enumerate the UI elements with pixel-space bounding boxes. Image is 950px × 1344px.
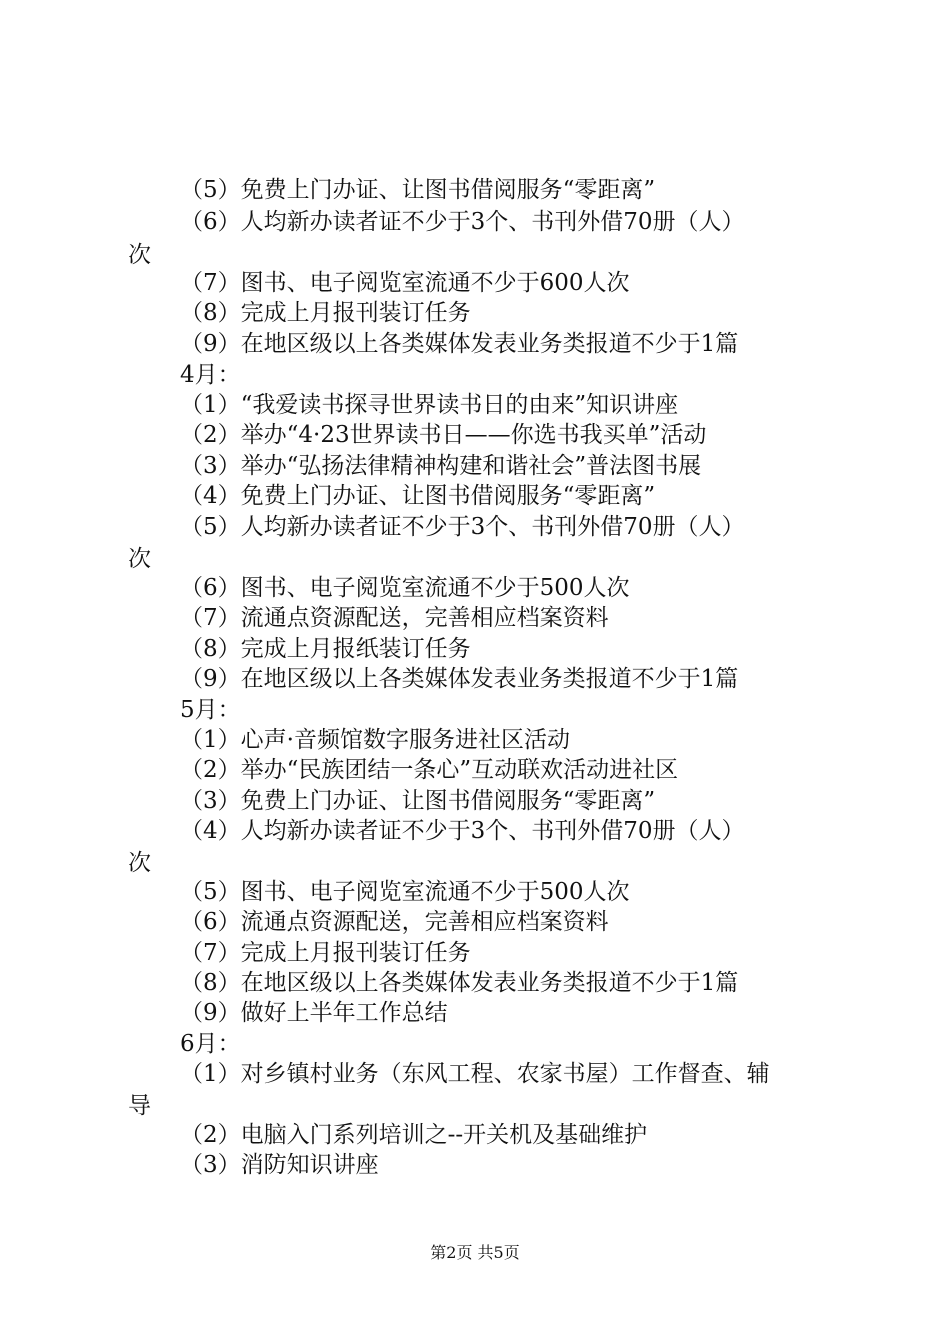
month-heading-june: 6月： <box>180 1031 241 1057</box>
plan-item: （2）举办“4·23世界读书日——你选书我买单”活动 <box>180 422 707 448</box>
plan-item: （8）完成上月报纸装订任务 <box>180 636 471 662</box>
plan-item: （9）在地区级以上各类媒体发表业务类报道不少于1篇 <box>180 666 739 692</box>
plan-item: （1）心声·音频馆数字服务进社区活动 <box>180 727 570 753</box>
plan-item-continuation: 次 <box>128 850 151 876</box>
plan-item: （4）免费上门办证、让图书借阅服务“零距离” <box>180 483 656 509</box>
plan-item-continuation: 导 <box>128 1093 151 1119</box>
plan-item: （3）举办“弘扬法律精神构建和谐社会”普法图书展 <box>180 453 702 479</box>
plan-item: （1）对乡镇村业务（东风工程、农家书屋）工作督查、辅 <box>180 1061 770 1087</box>
plan-item: （7）图书、电子阅览室流通不少于600人次 <box>180 270 630 296</box>
plan-item: （9）做好上半年工作总结 <box>180 1000 448 1026</box>
plan-item: （5）免费上门办证、让图书借阅服务“零距离” <box>180 177 656 203</box>
plan-item: （2）举办“民族团结一条心”互动联欢活动进社区 <box>180 757 679 783</box>
plan-item: （6）人均新办读者证不少于3个、书刊外借70册（人） <box>180 209 745 235</box>
month-heading-may: 5月： <box>180 697 241 723</box>
plan-item: （3）免费上门办证、让图书借阅服务“零距离” <box>180 788 656 814</box>
plan-item: （6）图书、电子阅览室流通不少于500人次 <box>180 575 630 601</box>
plan-item: （7）完成上月报刊装订任务 <box>180 940 471 966</box>
plan-item: （2）电脑入门系列培训之--开关机及基础维护 <box>180 1122 648 1148</box>
plan-item: （9）在地区级以上各类媒体发表业务类报道不少于1篇 <box>180 331 739 357</box>
plan-item: （5）人均新办读者证不少于3个、书刊外借70册（人） <box>180 514 745 540</box>
plan-item: （8）在地区级以上各类媒体发表业务类报道不少于1篇 <box>180 970 739 996</box>
plan-item-continuation: 次 <box>128 242 151 268</box>
month-heading-april: 4月： <box>180 362 241 388</box>
plan-item: （4）人均新办读者证不少于3个、书刊外借70册（人） <box>180 818 745 844</box>
plan-item: （7）流通点资源配送，完善相应档案资料 <box>180 605 609 631</box>
plan-item: （8）完成上月报刊装订任务 <box>180 300 471 326</box>
plan-item: （1）“我爱读书探寻世界读书日的由来”知识讲座 <box>180 392 679 418</box>
plan-item: （6）流通点资源配送，完善相应档案资料 <box>180 909 609 935</box>
plan-item: （3）消防知识讲座 <box>180 1152 379 1178</box>
plan-item-continuation: 次 <box>128 546 151 572</box>
plan-item: （5）图书、电子阅览室流通不少于500人次 <box>180 879 630 905</box>
page-footer: 第2页 共5页 <box>430 1243 520 1262</box>
